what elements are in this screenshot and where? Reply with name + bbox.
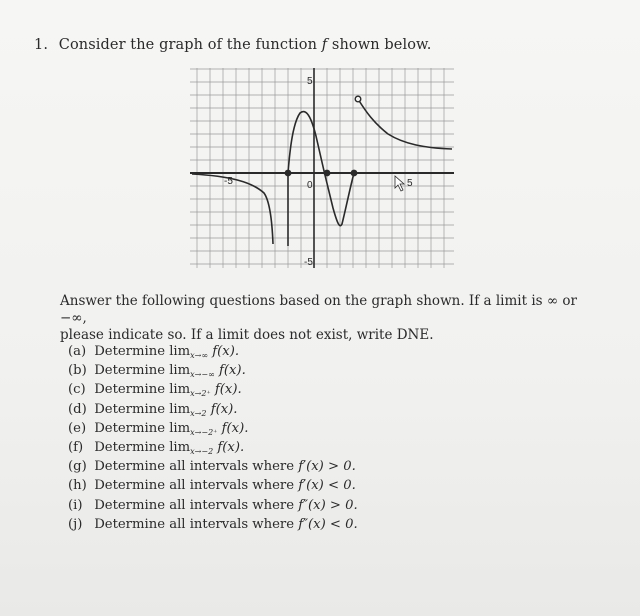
limit-subscript: x→2⁺ — [190, 389, 211, 399]
tick-label-y-neg5: -5 — [304, 257, 313, 268]
tick-label-x-neg5: -5 — [224, 176, 233, 187]
limit-subscript: x→2 — [190, 408, 207, 418]
limit-operator: lim — [169, 382, 191, 398]
instructions-line-2: please indicate so. If a limit does not exist, write DNE. — [60, 327, 434, 343]
limit-operator: lim — [169, 401, 191, 417]
limit-function: f(x). — [212, 344, 240, 359]
curve-middle-branch — [288, 112, 354, 246]
question-part-a — [68, 342, 568, 361]
problem-number: 1. — [34, 37, 49, 53]
question-part-f — [68, 438, 568, 457]
limit-subscript: x→−2 — [190, 446, 214, 456]
question-part-i — [68, 496, 568, 515]
function-graph — [190, 68, 454, 268]
part-label: (i) — [68, 497, 83, 513]
graph-svg — [190, 68, 454, 268]
part-text: Determine — [94, 382, 166, 398]
cursor-arrow-icon — [395, 176, 404, 191]
part-label: (e) — [68, 420, 87, 436]
limit-function: f(x). — [221, 420, 249, 436]
filled-point-middle — [324, 170, 331, 177]
filled-point-left — [285, 170, 292, 177]
open-point-right-branch — [355, 96, 361, 102]
limit-function: f(x). — [217, 439, 245, 455]
part-label: (h) — [68, 478, 87, 494]
part-text: Determine — [94, 401, 166, 417]
part-text: Determine — [94, 420, 166, 436]
problem-prompt-post: shown below. — [331, 37, 432, 53]
instructions — [60, 293, 600, 344]
part-label: (f) — [68, 439, 84, 455]
limit-operator: lim — [169, 363, 191, 379]
question-part-h — [68, 476, 568, 495]
question-part-b — [68, 361, 568, 380]
question-part-e — [68, 419, 568, 438]
limit-function: f(x). — [210, 401, 238, 417]
part-text: Determine all intervals where — [94, 459, 294, 475]
limit-subscript: x→−∞ — [190, 370, 215, 380]
tick-label-origin: 0 — [307, 180, 313, 191]
limit-subscript: x→−2⁺ — [190, 427, 218, 437]
question-part-d — [68, 400, 568, 419]
limit-operator: lim — [169, 420, 191, 436]
part-text: Determine all intervals where — [94, 516, 294, 532]
part-label: (j) — [68, 516, 83, 532]
second-derivative-condition: f″(x) < 0. — [298, 516, 358, 532]
problem-header — [34, 37, 432, 53]
limit-operator: lim — [169, 344, 191, 359]
part-text: Determine all intervals where — [94, 497, 294, 513]
question-part-j — [68, 515, 568, 534]
problem-prompt-pre: Consider the graph of the function — [58, 37, 318, 53]
part-label: (a) — [68, 344, 87, 359]
derivative-condition: f′(x) > 0. — [298, 459, 356, 475]
filled-point-right — [351, 170, 358, 177]
part-text: Determine — [94, 363, 166, 379]
question-part-g — [68, 457, 568, 476]
limit-function: f(x). — [214, 382, 242, 398]
limit-operator: lim — [169, 439, 191, 455]
second-derivative-condition: f″(x) > 0. — [298, 497, 358, 513]
function-symbol: f — [321, 37, 328, 53]
graph-grid — [190, 68, 454, 268]
question-parts-list — [68, 342, 568, 534]
instructions-line-1: Answer the following questions based on the graph shown. If a limit is ∞ or −∞, — [60, 293, 577, 326]
tick-label-x-pos5: 5 — [407, 178, 413, 189]
part-label: (b) — [68, 363, 87, 379]
part-text: Determine — [94, 344, 166, 359]
limit-subscript: x→∞ — [190, 351, 209, 360]
derivative-condition: f′(x) < 0. — [298, 478, 356, 494]
part-label: (c) — [68, 382, 86, 398]
part-text: Determine — [94, 439, 166, 455]
part-label: (d) — [68, 401, 87, 417]
part-text: Determine all intervals where — [94, 478, 294, 494]
tick-label-y-pos5: 5 — [307, 76, 313, 87]
limit-function: f(x). — [218, 363, 246, 379]
question-part-c — [68, 380, 568, 399]
part-label: (g) — [68, 459, 87, 475]
